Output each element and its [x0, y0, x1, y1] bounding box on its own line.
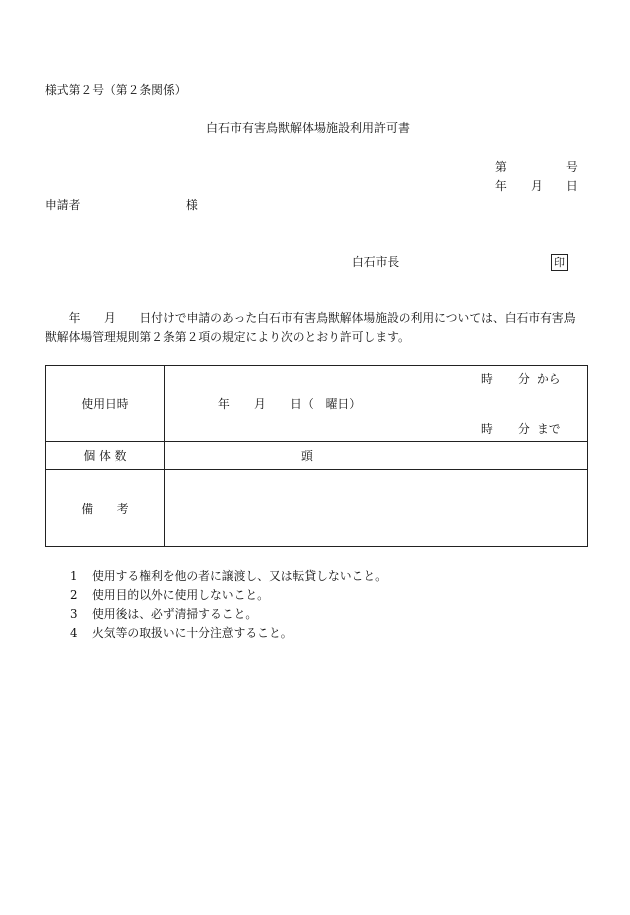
condition-text: 使用目的以外に使用しないこと。	[92, 588, 269, 602]
head-count-value	[165, 442, 587, 469]
remarks-value	[165, 470, 587, 546]
usage-datetime-row	[46, 366, 587, 441]
form-number: 様式第２号（第２条関係）	[45, 83, 187, 97]
usage-month: 月	[254, 397, 266, 411]
condition-number: 2	[70, 588, 78, 602]
body-line: 年 月 日付けで申請のあった白石市有害鳥獣解体場施設の利用については、白石市有害鳥	[45, 311, 576, 325]
condition-text: 使用後は、必ず清掃すること。	[92, 607, 258, 621]
number-prefix: 第	[495, 160, 507, 174]
head-count-unit: 頭	[301, 449, 313, 463]
condition-number: 3	[70, 607, 78, 621]
applicant-label: 申請者	[45, 198, 81, 212]
to-minute: 分	[518, 422, 530, 436]
condition-text: 使用する権利を他の者に譲渡し、又は転貸しないこと。	[92, 569, 387, 583]
date-day: 日	[566, 179, 578, 193]
from-suffix: から	[537, 372, 561, 386]
permit-table	[45, 365, 588, 547]
number-suffix: 号	[566, 160, 578, 174]
remarks-row	[46, 469, 587, 546]
from-hour: 時	[481, 372, 493, 386]
seal-mark: 印	[551, 254, 568, 271]
usage-datetime-label: 使用日時	[46, 366, 165, 441]
from-minute: 分	[518, 372, 530, 386]
condition-number: 1	[70, 569, 78, 583]
usage-weekday: （ 曜日）	[302, 397, 361, 411]
head-count-row	[46, 441, 587, 469]
condition-number: 4	[70, 626, 78, 640]
to-suffix: まで	[537, 422, 561, 436]
condition-text: 火気等の取扱いに十分注意すること。	[92, 626, 293, 640]
usage-day: 日	[290, 397, 302, 411]
usage-year: 年	[218, 397, 230, 411]
to-hour: 時	[481, 422, 493, 436]
head-count-label: 個 体 数	[46, 442, 165, 469]
applicant-honorific: 様	[186, 198, 198, 212]
usage-datetime-value	[165, 366, 587, 441]
date-month: 月	[531, 179, 543, 193]
document-title: 白石市有害鳥獣解体場施設利用許可書	[206, 121, 411, 135]
issuer-name: 白石市長	[352, 255, 400, 269]
remarks-label: 備 考	[46, 470, 165, 546]
body-line: 獣解体場管理規則第２条第２項の規定により次のとおり許可します。	[45, 330, 410, 344]
date-year: 年	[495, 179, 507, 193]
